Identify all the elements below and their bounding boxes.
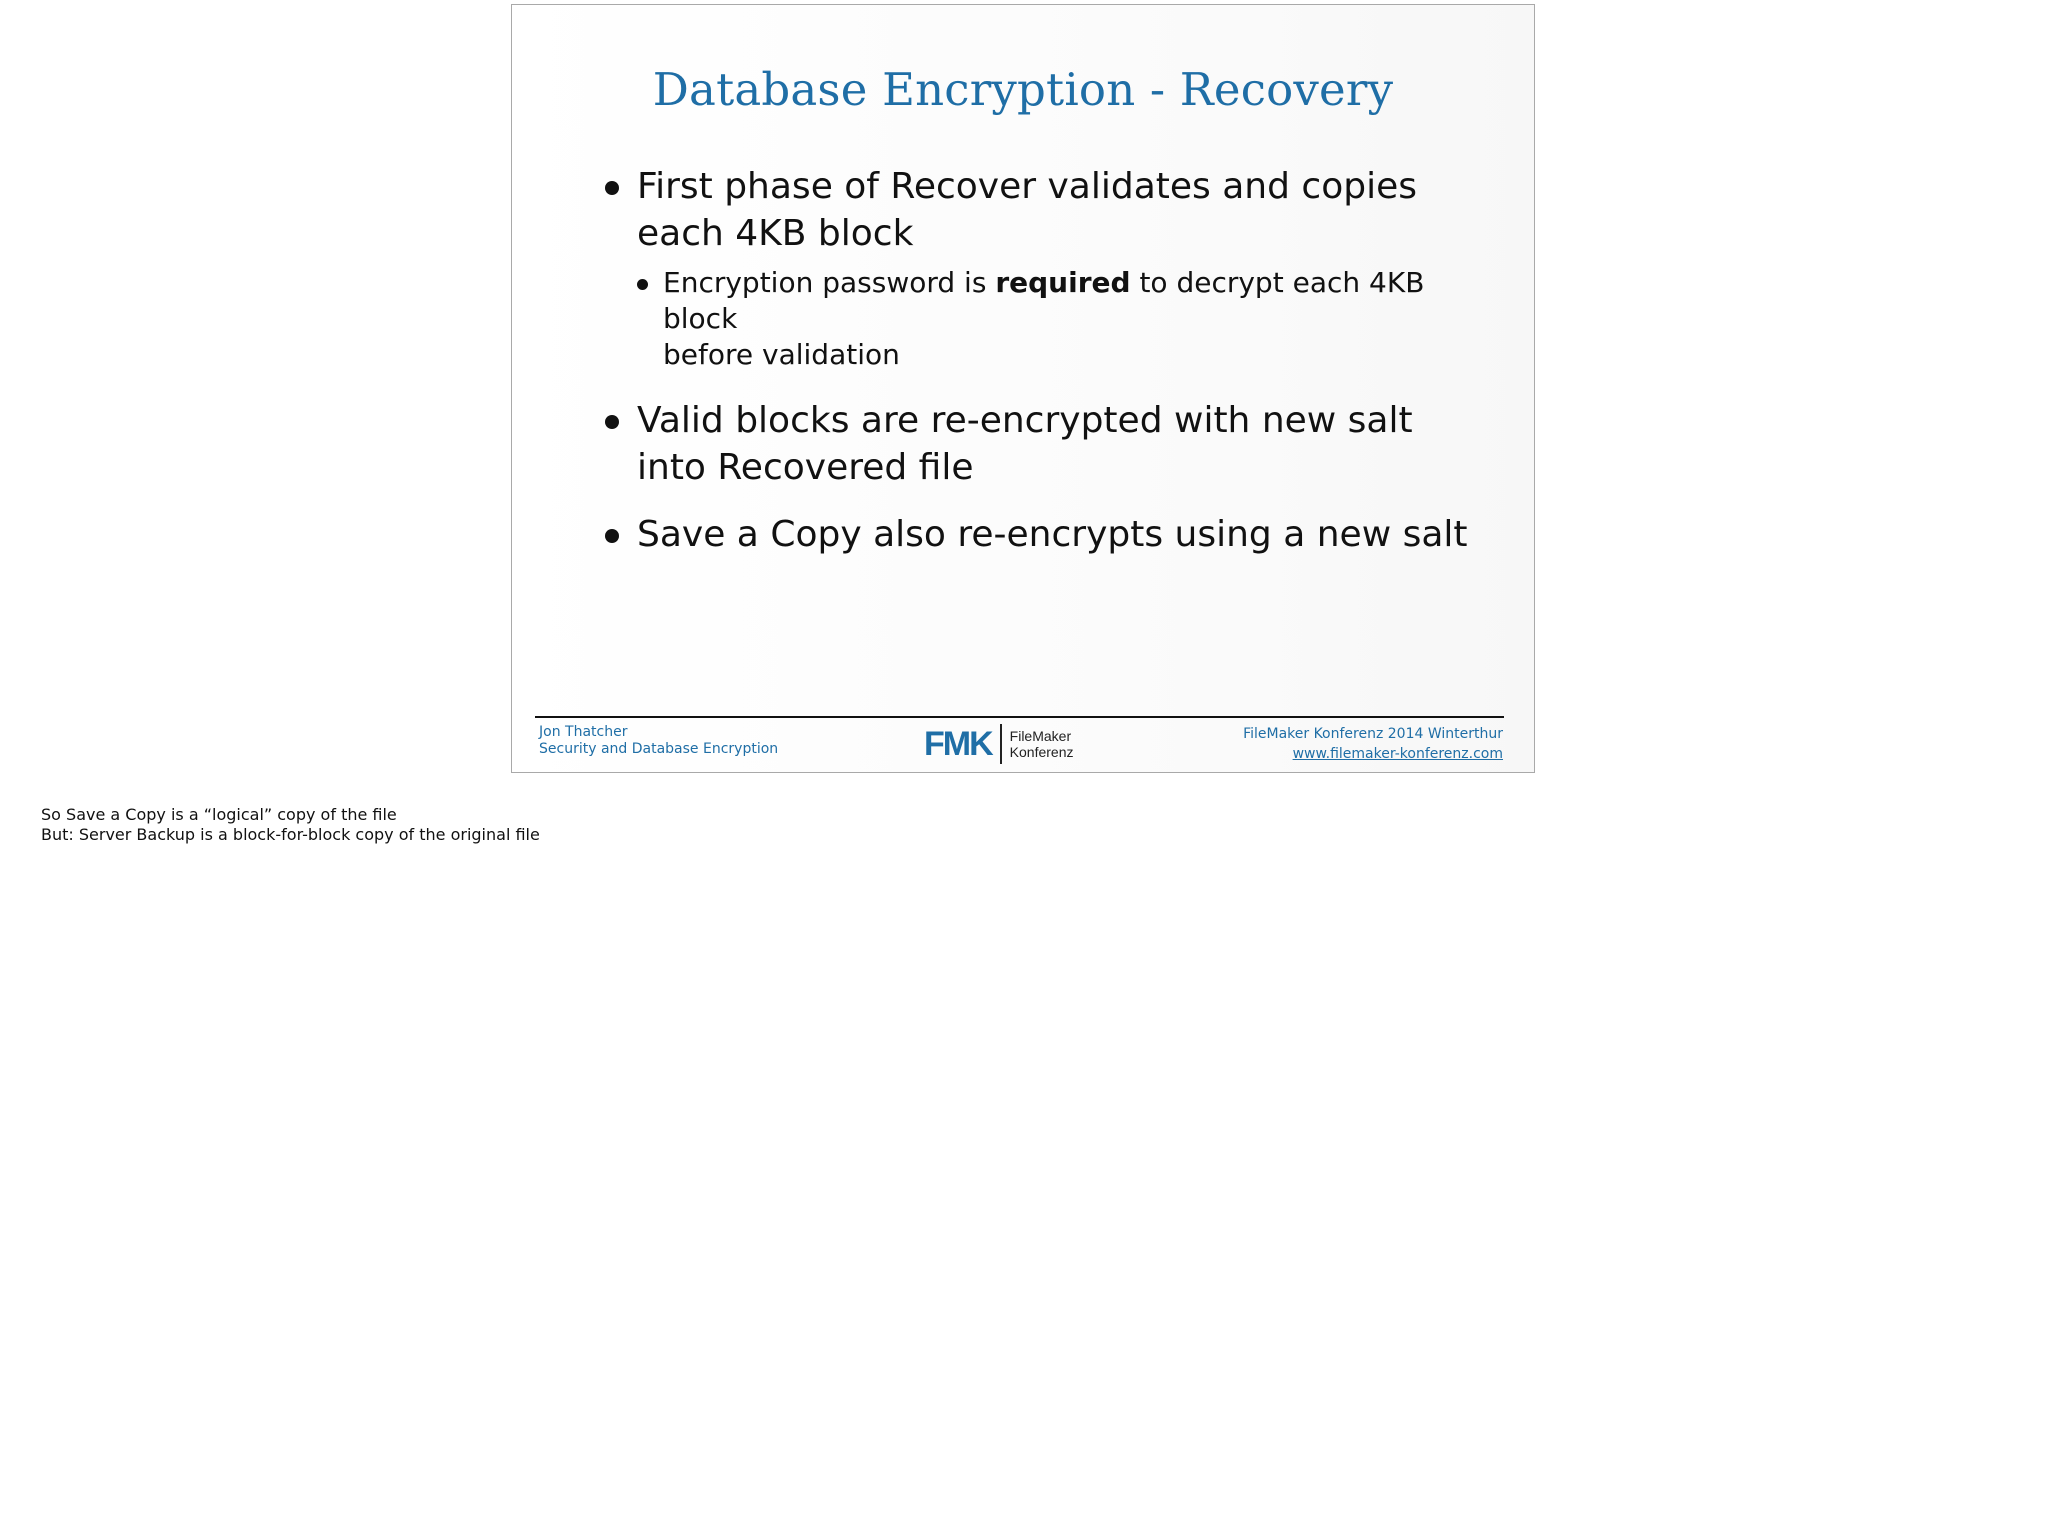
bullet-2-line-1: Valid blocks are re-encrypted with new salt: [637, 400, 1413, 441]
notes-line-1: So Save a Copy is a “logical” copy of the file: [41, 805, 397, 824]
logo-text-line-2: Konferenz: [1009, 744, 1074, 760]
bullet-3-line-1: Save a Copy also re-encrypts using a new salt: [637, 514, 1468, 555]
speaker-notes: [41, 805, 540, 845]
sub-bullet-text-before: Encryption password is: [663, 266, 996, 299]
footer-author: Jon Thatcher: [539, 724, 628, 740]
footer-divider: [535, 716, 1504, 718]
bullet-list: [597, 163, 1497, 558]
bullet-1-line-2: each 4KB block: [637, 213, 914, 254]
sub-bullet-1-line-2: before validation: [663, 338, 900, 371]
notes-line-2: But: Server Backup is a block-for-block copy of the original file: [41, 825, 540, 844]
sub-bullet-dot-icon: [637, 279, 648, 290]
footer-event: FileMaker Konferenz 2014 Winterthur: [1243, 726, 1503, 742]
sub-bullet-1: [597, 265, 1497, 373]
bullet-1: [597, 163, 1497, 257]
fmk-logo: [924, 723, 1073, 765]
bullet-dot-icon: [605, 415, 619, 429]
bullet-2: [597, 397, 1497, 491]
footer-talk-title: Security and Database Encryption: [539, 741, 779, 757]
sub-bullet-1-line-1: [663, 265, 1497, 337]
bullet-dot-icon: [605, 529, 619, 543]
slide: [511, 4, 1535, 773]
bullet-dot-icon: [605, 181, 619, 195]
slide-title: Database Encryption - Recovery: [652, 63, 1394, 116]
sub-bullet-text-after: to decrypt each 4KB block: [663, 266, 1425, 335]
bullet-2-line-2: into Recovered file: [637, 447, 974, 488]
footer-right: [1243, 724, 1503, 764]
bullet-1-line-1: First phase of Recover validates and copies: [637, 166, 1417, 207]
fmk-logo-mark: FMK: [924, 725, 992, 763]
logo-text: [1010, 728, 1074, 760]
logo-separator: [1000, 724, 1002, 764]
footer-url-link[interactable]: www.filemaker-konferenz.com: [1292, 746, 1503, 762]
footer-left: [539, 724, 778, 758]
logo-text-line-1: FileMaker: [1009, 728, 1072, 744]
bullet-3: [597, 511, 1497, 558]
sub-bullet-emphasis: required: [995, 266, 1131, 299]
